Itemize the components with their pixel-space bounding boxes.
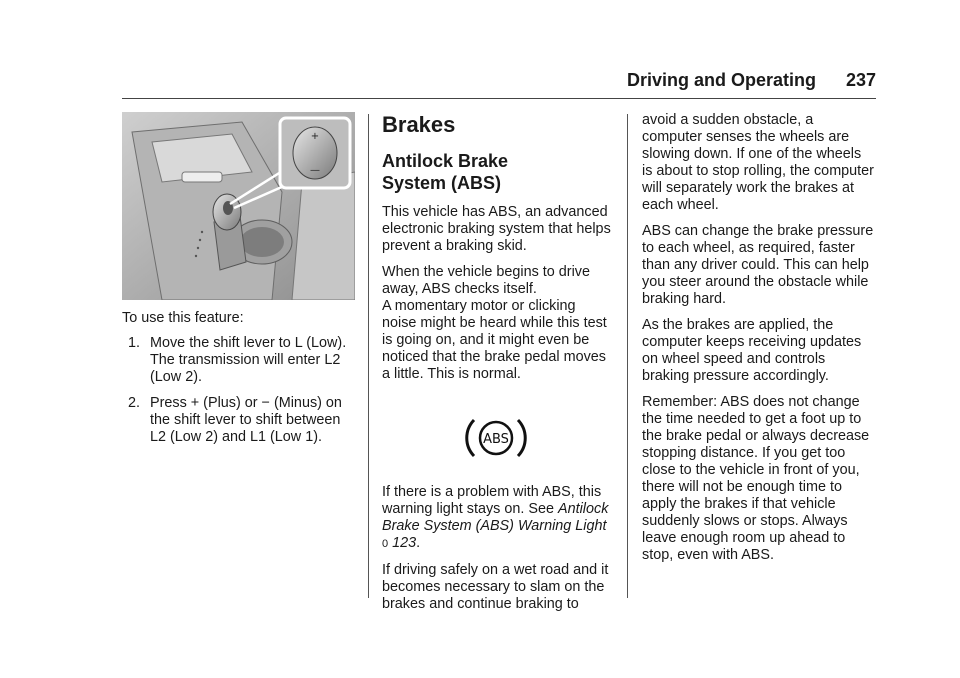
abs-icon-label: ABS <box>483 432 509 447</box>
section-heading: Brakes <box>382 112 456 137</box>
section-title: Driving and Operating <box>626 70 816 90</box>
punctuation: . <box>416 535 421 551</box>
list-item <box>122 395 355 446</box>
step-number: 1. <box>128 335 141 351</box>
list-item <box>122 335 355 386</box>
step-number: 2. <box>128 395 141 411</box>
paragraph <box>382 484 612 553</box>
page-ref-icon: 0 <box>382 538 389 550</box>
column-divider <box>368 114 369 598</box>
abs-warning-light <box>382 392 612 484</box>
step-text: Move the shift lever to L (Low). The transmission will enter L2 (Low 2). <box>150 335 347 385</box>
shift-lever-illustration <box>122 112 355 300</box>
steps-list <box>122 335 355 446</box>
subsection-heading: Antilock Brake System (ABS) <box>382 151 509 193</box>
paragraph: ABS can change the brake pressure to each wheel, as required, faster than any driver could. This can help you steer around the obstacle while braking hard. <box>642 223 874 307</box>
page-reference[interactable]: 123 <box>392 535 417 551</box>
page-header <box>122 70 876 99</box>
abs-icon <box>464 412 528 464</box>
paragraph: Remember: ABS does not change the time needed to get a foot up to the brake pedal or always decrease stopping distance. If you get too close to the vehicle in front of you, there will not be enough time to apply the brakes if that vehicle suddenly slows or stops. Always leave enough room up ahead to stop, even with ABS. <box>642 394 870 563</box>
cross-reference-link[interactable]: Antilock Brake System (ABS) Warning Light <box>382 501 609 534</box>
middle-column <box>382 112 612 622</box>
paragraph-text: If there is a problem with ABS, this warning light stays on. See <box>382 484 602 517</box>
paragraph-line: A momentary motor or clicking noise might be heard while this test is going on, and it might even be noticed that the brake pedal moves a little. This is normal. <box>382 298 607 382</box>
step-text: Press + (Plus) or − (Minus) on the shift lever to shift between L2 (Low 2) and L1 (Low 1). <box>150 395 342 445</box>
page-number: 237 <box>845 70 876 90</box>
right-column <box>642 112 874 573</box>
column-divider <box>627 114 628 598</box>
intro-text: To use this feature: <box>122 310 244 326</box>
plus-label: + <box>310 131 320 142</box>
paragraph <box>382 264 612 383</box>
paragraph: As the brakes are applied, the computer keeps receiving updates on wheel speed and controls braking pressure accordingly. <box>642 317 862 384</box>
paragraph-line: When the vehicle begins to drive away, ABS checks itself. <box>382 264 590 297</box>
paragraph: If driving safely on a wet road and it becomes necessary to slam on the brakes and continue braking to <box>382 562 609 612</box>
minus-label: — <box>310 165 320 176</box>
left-column <box>122 112 355 455</box>
paragraph: This vehicle has ABS, an advanced electronic braking system that helps prevent a braking skid. <box>382 204 611 254</box>
paragraph: avoid a sudden obstacle, a computer senses the wheels are slowing down. If one of the wheels is about to stop rolling, the computer will separately work the brakes at each wheel. <box>642 112 874 213</box>
